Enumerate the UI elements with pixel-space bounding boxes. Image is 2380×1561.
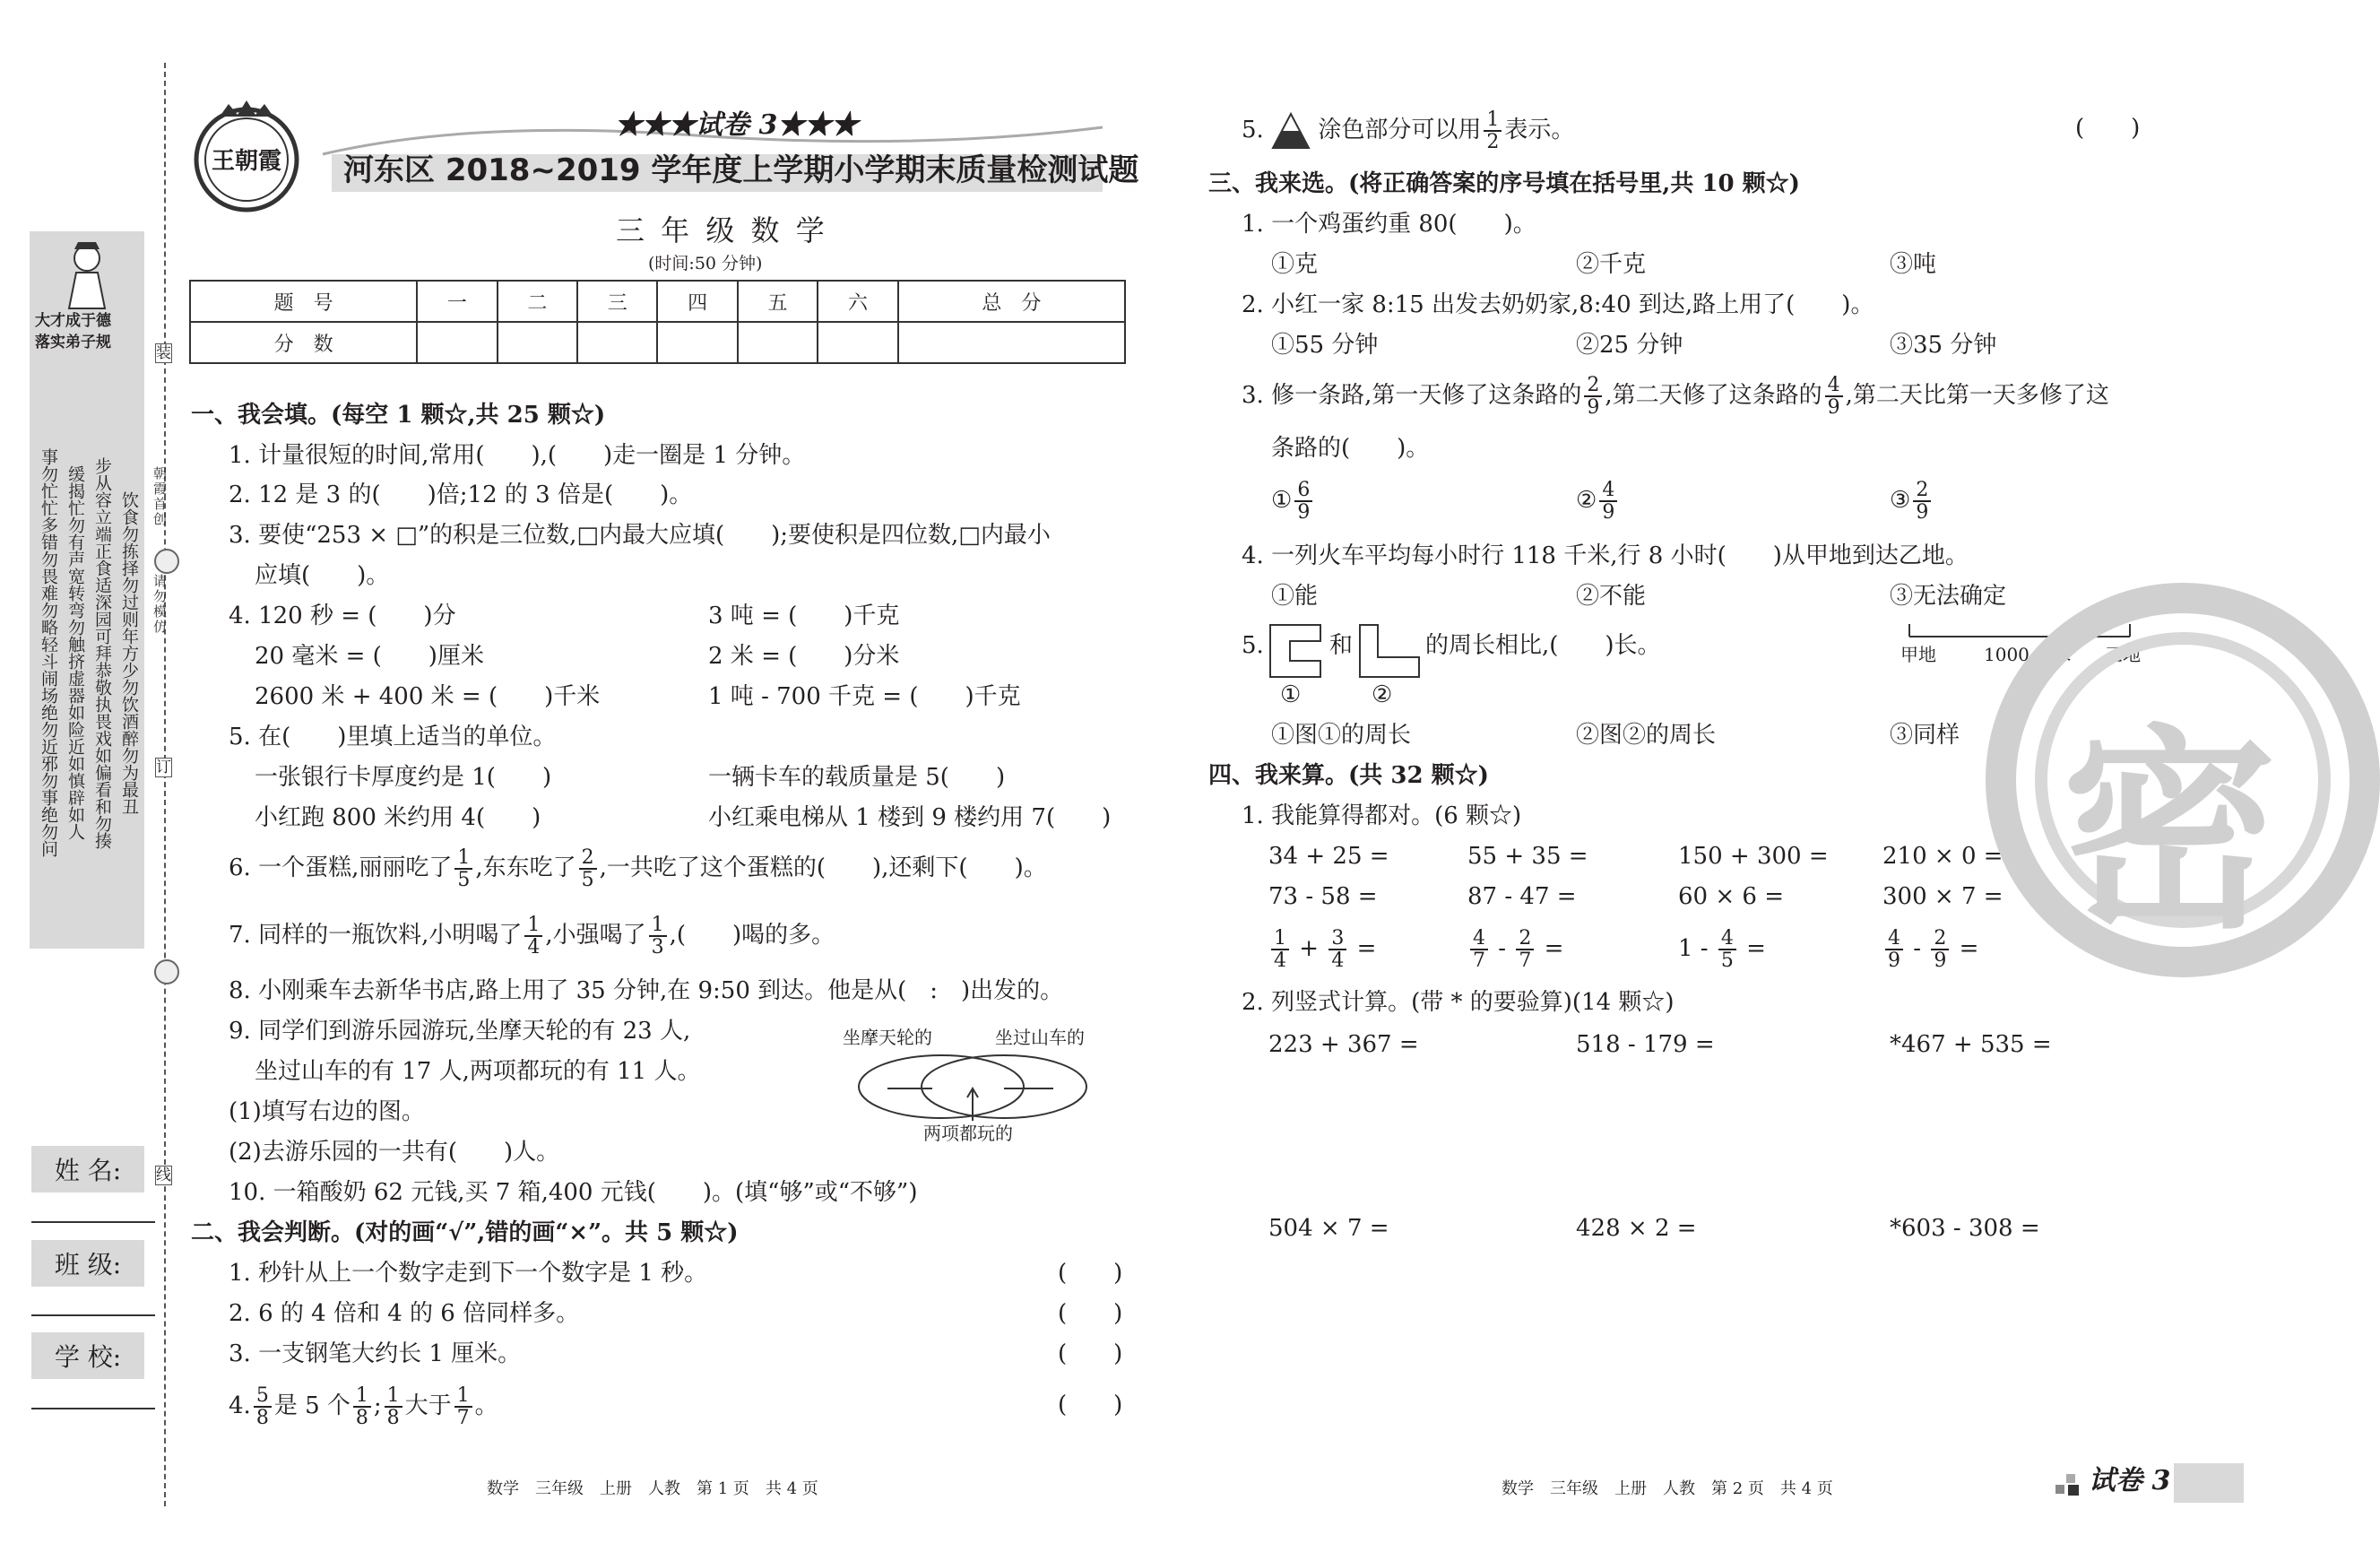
score-cell[interactable]: [657, 322, 737, 363]
watermark-char: 密: [2062, 705, 2278, 958]
s1-q10: 10. 一箱酸奶 62 元钱,买 7 箱,400 元钱( )。(填“够”或“不够”): [229, 1179, 918, 1206]
s2-q5-answer[interactable]: ( ): [2075, 115, 2141, 142]
school-line[interactable]: [31, 1408, 155, 1409]
badge-bar: [2174, 1463, 2244, 1503]
shape-2-label: ②: [1372, 681, 1393, 708]
name-line[interactable]: [31, 1221, 155, 1223]
bind-mark-zhuang: 装: [156, 344, 171, 362]
s2-q4-answer[interactable]: ( ): [1058, 1392, 1123, 1418]
side-text-col-2: 缓揭忙勿有声宽转弯勿触挤虚器如险近如慎辟如人: [65, 465, 85, 840]
score-table-score-row: [190, 322, 1125, 363]
name-label: 姓 名:: [31, 1146, 144, 1192]
s2-q3-answer[interactable]: ( ): [1058, 1340, 1123, 1367]
s4-part2: 2. 列竖式计算。(带 * 的要验算)(14 颗☆): [1242, 989, 1675, 1016]
score-cell[interactable]: [898, 322, 1125, 363]
vertical-calc-3: *467 + 535 =: [1890, 1031, 2052, 1058]
s3-q3-opt-3: ③ $\frac{2}{9}$: [1890, 480, 1934, 523]
s1-q9-part2: (2)去游乐园的一共有( )人。: [229, 1139, 560, 1166]
s1-q1: 1. 计量很短的时间,常用( ),( )走一圈是 1 分钟。: [229, 442, 806, 469]
s3-q2-opt-3: ③35 分钟: [1890, 332, 1997, 359]
s1-q6: 6. 一个蛋糕,丽丽吃了 $\frac{1}{5}$ ,东东吃了 $\frac{2}{5}$ ,一共吃了这个蛋糕的( ),还剩下( )。: [229, 846, 1047, 892]
calc-1: 34 + 25 =: [1268, 843, 1389, 870]
s2-q5: 5. 涂色部分可以用 $\frac{1}{2}$ 表示。: [1242, 108, 1575, 154]
vertical-calc-4: 504 × 7 =: [1268, 1215, 1389, 1242]
s2-q3: 3. 一支钢笔大约长 1 厘米。: [229, 1340, 522, 1367]
s3-q2-opt-2: ②25 分钟: [1576, 332, 1683, 359]
s3-q5: 的周长相比,( )长。: [1425, 632, 1661, 659]
calc-2: 55 + 35 =: [1467, 843, 1588, 870]
score-cell[interactable]: [498, 322, 577, 363]
footer-left: 数学 三年级 上册 人教 第 1 页 共 4 页: [487, 1479, 818, 1498]
s3-q4: 4. 一列火车平均每小时行 118 千米,行 8 小时( )从甲地到达乙地。: [1242, 542, 1969, 569]
exam-time: (时间:50 分钟): [648, 254, 763, 273]
score-cell[interactable]: [738, 322, 818, 363]
s3-q5-and: 和: [1329, 632, 1354, 659]
s2-q2: 2. 6 的 4 倍和 4 的 6 倍同样多。: [229, 1300, 580, 1327]
shaded-triangle-icon: [1271, 112, 1311, 150]
calc-11: 1 - $\frac{4}{5}$ =: [1678, 927, 1766, 973]
s2-q4: 4. $\frac{5}{8}$ 是 5 个 $\frac{1}{8}$ ; $\frac{1}{8}$ 大于 $\frac{1}{7}$ 。: [229, 1384, 498, 1430]
score-header-cell: 一: [417, 281, 497, 322]
s1-q3: 3. 要使“253 × □”的积是三位数,□内最大应填( );要使积是四位数,□内最小: [229, 522, 1051, 549]
section-3-heading: 三、我来选。(将正确答案的序号填在括号里,共 10 颗☆): [1208, 170, 1800, 197]
s1-q5-item-2: 一辆卡车的载质量是 5( ): [708, 764, 1006, 791]
score-header-cell: 二: [498, 281, 577, 322]
calc-6: 87 - 47 =: [1467, 883, 1577, 910]
venn-diagram: [856, 1051, 1089, 1123]
calc-3: 150 + 300 =: [1678, 843, 1829, 870]
section-1-heading: 一、我会填。(每空 1 颗☆,共 25 颗☆): [191, 402, 606, 429]
score-table: [189, 280, 1126, 364]
vertical-calc-1: 223 + 367 =: [1268, 1031, 1419, 1058]
s1-q9: 9. 同学们到游乐园游玩,坐摩天轮的有 23 人,: [229, 1018, 691, 1045]
venn-bottom-label: 两项都玩的: [923, 1123, 1013, 1144]
s1-q5: 5. 在( )里填上适当的单位。: [229, 724, 557, 750]
s1-q5-item-3: 小红跑 800 米约用 4( ): [255, 804, 541, 831]
publisher-logo: [188, 97, 305, 213]
s3-q4-opt-2: ②不能: [1576, 583, 1647, 610]
s3-q1-opt-3: ③吨: [1890, 251, 1937, 278]
s3-q4-opt-3: ③无法确定: [1890, 583, 2007, 610]
badge-squares-icon: [2047, 1470, 2082, 1497]
side-text-col-3: 步从容立端正食适深园可拜恭敬执畏戏如偏看和勿揍: [92, 456, 112, 849]
score-row-label: 分 数: [190, 322, 417, 363]
s1-q4-f: 1 吨 - 700 千克 = ( )千克: [708, 683, 1021, 710]
binding-line: [164, 63, 166, 1506]
score-header-cell: 六: [818, 281, 897, 322]
s3-q2: 2. 小红一家 8:15 出发去奶奶家,8:40 到达,路上用了( )。: [1242, 291, 1874, 318]
s3-q1-opt-1: ①克: [1271, 251, 1319, 278]
score-header-cell: 三: [577, 281, 657, 322]
svg-text:王朝霞: 王朝霞: [211, 148, 282, 175]
s1-q7: 7. 同样的一瓶饮料,小明喝了 $\frac{1}{4}$ ,小强喝了 $\frac{1}{3}$ ,( )喝的多。: [229, 914, 835, 959]
calc-12: $\frac{4}{9}$ - $\frac{2}{9}$ =: [1882, 928, 1978, 971]
s3-q5-opt-2: ②图②的周长: [1576, 722, 1717, 749]
note-original: 朝霞首创: [151, 466, 168, 527]
vertical-calc-2: 518 - 179 =: [1576, 1031, 1715, 1058]
footer-badge: 试卷 3: [2089, 1465, 2171, 1496]
calc-9: $\frac{1}{4}$ + $\frac{3}{4}$ =: [1268, 928, 1376, 971]
motto-line-2: 落实弟子规: [35, 334, 111, 351]
s1-q5-item-1: 一张银行卡厚度约是 1( ): [255, 764, 552, 791]
calc-8: 300 × 7 =: [1882, 883, 2004, 910]
s3-q4-opt-1: ①能: [1271, 583, 1319, 610]
scale-start-label: 甲地: [1900, 644, 1936, 665]
footer-right: 数学 三年级 上册 人教 第 2 页 共 4 页: [1502, 1479, 1833, 1498]
side-text-col-1: 事勿忙忙多错勿畏难勿略轻斗闹场绝勿近邪勿事绝勿问: [39, 448, 58, 857]
s3-q2-opt-1: ①55 分钟: [1271, 332, 1379, 359]
shape-1-icon: [1268, 623, 1324, 679]
s3-q5-opt-1: ①图①的周长: [1271, 722, 1412, 749]
s3-q3-opt-2: ② $\frac{4}{9}$: [1576, 480, 1620, 523]
scale-end-label: 乙地: [2105, 644, 2141, 665]
scale-distance-label: 1000 千米: [1984, 644, 2072, 665]
s2-q1: 1. 秒针从上一个数字走到下一个数字是 1 秒。: [229, 1260, 708, 1287]
motto-line-1: 大才成于德: [35, 312, 111, 330]
s1-q4-c: 20 毫米 = ( )厘米: [255, 643, 484, 670]
score-cell[interactable]: [577, 322, 657, 363]
calc-10: $\frac{4}{7}$ - $\frac{2}{7}$ =: [1467, 928, 1563, 971]
s1-q4-b: 3 吨 = ( )千克: [708, 603, 900, 629]
s1-q3-cont: 应填( )。: [255, 562, 390, 589]
seal-dot-icon: [154, 549, 179, 574]
bind-mark-ding: 订: [156, 759, 171, 776]
side-text-col-4: 饮食勿拣择勿过则年方少勿饮酒醉勿为最丑: [119, 490, 139, 815]
s3-q5-opt-3: ③同样: [1890, 722, 1960, 749]
s2-q1-answer[interactable]: ( ): [1058, 1260, 1123, 1287]
section-4-heading: 四、我来算。(共 32 颗☆): [1208, 762, 1489, 789]
shape-1-label: ①: [1280, 681, 1302, 708]
s1-q2: 2. 12 是 3 的( )倍;12 的 3 倍是( )。: [229, 481, 693, 508]
score-table-header-row: [190, 281, 1125, 322]
score-header-cell: 四: [657, 281, 737, 322]
score-cell[interactable]: [818, 322, 897, 363]
s3-q3-cont: 条路的( )。: [1271, 435, 1430, 462]
s1-q4-d: 2 米 = ( )分米: [708, 643, 900, 670]
vertical-calc-6: *603 - 308 =: [1890, 1215, 2040, 1242]
vertical-calc-5: 428 × 2 =: [1576, 1215, 1697, 1242]
school-label: 学 校:: [31, 1332, 144, 1379]
exam-title: 河东区 2018~2019 学年度上学期小学期末质量检测试题: [343, 152, 1139, 188]
s1-q9-cont: 坐过山车的有 17 人,两项都玩的有 11 人。: [255, 1058, 701, 1085]
bind-mark-xian: 线: [156, 1166, 171, 1184]
s1-q8: 8. 小刚乘车去新华书店,路上用了 35 分钟,在 9:50 到达。他是从( : )出发的。: [229, 977, 1064, 1004]
s3-q3: 3. 修一条路,第一天修了这条路的 $\frac{2}{9}$ ,第二天修了这条路的 $\frac{4}{9}$ ,第二天比第一天多修了这: [1242, 374, 2109, 420]
scholar-figure-icon: [60, 238, 114, 310]
s3-q1-opt-2: ②千克: [1576, 251, 1647, 278]
s3-q3-opt-1: ① $\frac{6}{9}$: [1271, 480, 1315, 523]
s1-q4-a: 4. 120 秒 = ( )分: [229, 603, 456, 629]
calc-5: 73 - 58 =: [1268, 883, 1378, 910]
score-header-cell: 五: [738, 281, 818, 322]
shape-2-icon: [1358, 623, 1423, 679]
s2-q2-answer[interactable]: ( ): [1058, 1300, 1123, 1327]
section-2-heading: 二、我会判断。(对的画“√”,错的画“×”。共 5 颗☆): [191, 1219, 739, 1246]
s4-part1: 1. 我能算得都对。(6 颗☆): [1242, 802, 1522, 829]
s1-q9-part1: (1)填写右边的图。: [229, 1098, 425, 1125]
subject-title: 三 年 级 数 学: [616, 213, 828, 247]
venn-left-label: 坐摩天轮的: [843, 1027, 932, 1048]
score-header-cell: 总 分: [898, 281, 1125, 322]
s3-q1: 1. 一个鸡蛋约重 80( )。: [1242, 211, 1536, 238]
score-cell[interactable]: [417, 322, 497, 363]
calc-4: 210 × 0 =: [1882, 843, 2004, 870]
class-line[interactable]: [31, 1314, 155, 1316]
score-header-cell: 题 号: [190, 281, 417, 322]
class-label: 班 级:: [31, 1240, 144, 1287]
s3-q5-number: 5.: [1242, 632, 1264, 659]
note-no-copy: 请勿模仿: [151, 574, 168, 635]
s1-q4-e: 2600 米 + 400 米 = ( )千米: [255, 683, 601, 710]
calc-7: 60 × 6 =: [1678, 883, 1784, 910]
series-label: ★★★试卷 3★★★: [615, 109, 859, 141]
s1-q5-item-4: 小红乘电梯从 1 楼到 9 楼约用 7( ): [708, 804, 1112, 831]
seal-dot-icon: [154, 959, 179, 984]
venn-right-label: 坐过山车的: [995, 1027, 1085, 1048]
